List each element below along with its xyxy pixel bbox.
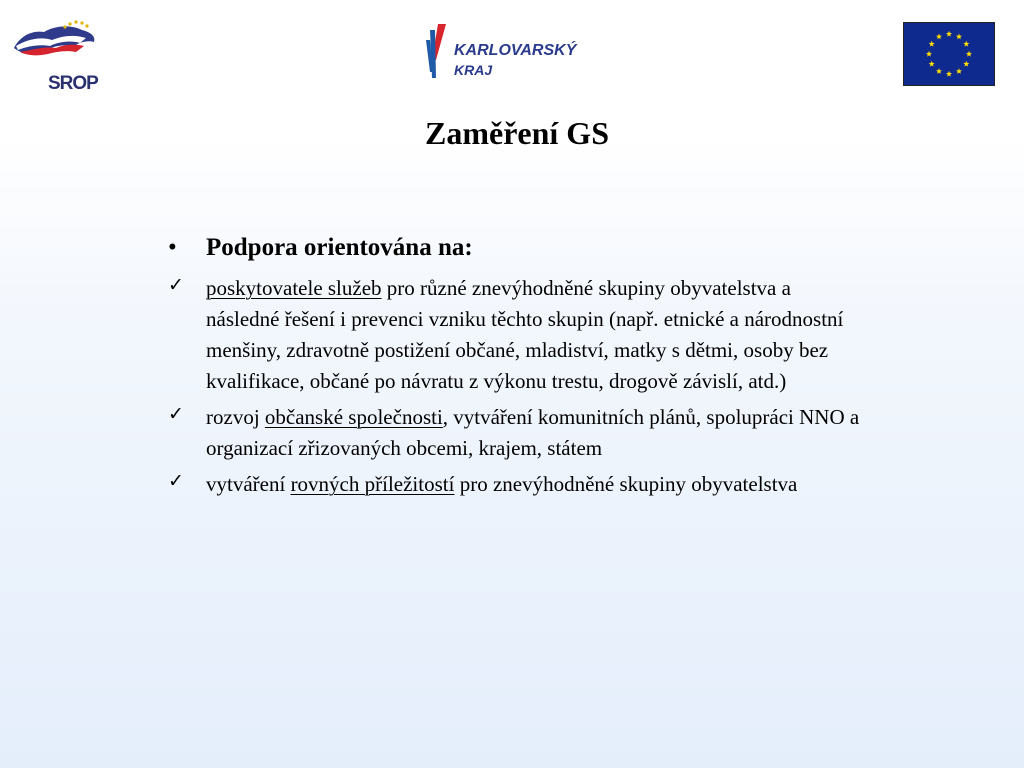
eu-star-icon <box>963 61 969 67</box>
list-item-text <box>206 472 797 496</box>
list-item <box>168 402 868 464</box>
karlovarsky-kraj-logo <box>424 20 596 82</box>
eu-star-icon <box>956 68 962 74</box>
eu-flag <box>903 22 995 86</box>
list-item-text <box>206 405 859 460</box>
eu-star-icon <box>946 71 952 77</box>
eu-star-icon <box>966 51 972 57</box>
checkmark-icon: ✓ <box>168 403 184 425</box>
eu-star-icon <box>936 33 942 39</box>
eu-star-icon <box>946 31 952 37</box>
eu-star-icon <box>926 51 932 57</box>
item-suffix: , vytváření komunitních plánů, spolupráci NNO a organizací zřizovaných obcemi, krajem, státem <box>206 405 860 460</box>
checkmark-icon: ✓ <box>168 470 184 492</box>
item-prefix: rozvoj <box>206 405 265 429</box>
srop-emblem-icon <box>10 16 100 66</box>
item-suffix: pro znevýhodněné skupiny obyvatelstva <box>454 472 798 496</box>
eu-star-icon <box>929 61 935 67</box>
karlovarsky-kraj-subname: KRAJ <box>454 62 493 78</box>
slide-content <box>168 232 868 505</box>
list-item <box>168 273 868 397</box>
eu-star-icon <box>929 41 935 47</box>
item-underlined-text: poskytovatele služeb <box>206 276 382 300</box>
slide-title: Zaměření GS <box>425 115 609 151</box>
eu-star-icon <box>936 68 942 74</box>
eu-stars-icon <box>904 23 994 85</box>
item-prefix: vytváření <box>206 472 291 496</box>
bullet-icon: • <box>168 234 177 261</box>
heading-text: Podpora orientována na: <box>206 234 473 261</box>
item-underlined-text: rovných příležitostí <box>290 472 455 496</box>
karlovarsky-kraj-name: KARLOVARSKÝ <box>454 42 577 59</box>
srop-logo <box>10 16 100 94</box>
list-item-text <box>206 276 843 393</box>
heading-bullet-item <box>168 232 868 264</box>
item-underlined-text: občanské společnosti <box>264 405 443 429</box>
checkmark-icon: ✓ <box>168 274 184 296</box>
eu-star-icon <box>963 41 969 47</box>
item-suffix: pro různé znevýhodněné skupiny obyvatelstva a následné řešení i prevenci vzniku těchto skupin (např. etnické a národnostní menšiny, zdravotně postižení občané, mladiství, matky s dětmi, osoby bez kvalifikace, občané po návratu z výkonu trestu, drogově závislí, atd.) <box>206 276 844 393</box>
list-item <box>168 469 868 500</box>
srop-logo-text: SROP <box>48 73 98 94</box>
eu-star-icon <box>956 33 962 39</box>
